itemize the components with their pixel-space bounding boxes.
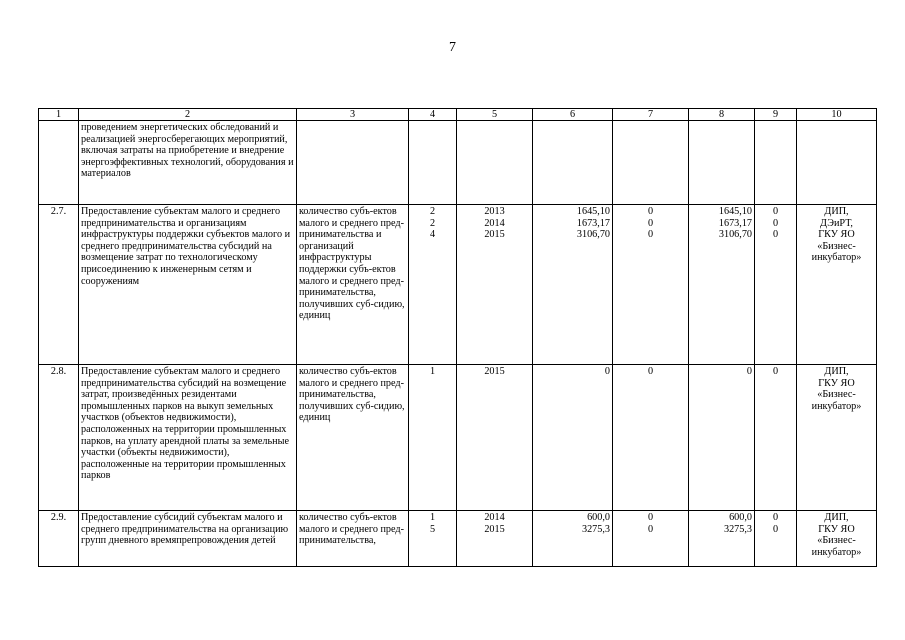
regional-cell: [689, 205, 755, 365]
federal-cell: [613, 511, 689, 567]
total-cell-value: 0: [604, 366, 610, 377]
federal-cell-value: 0: [647, 217, 654, 229]
executor-cell-value: ДИП,: [824, 366, 849, 377]
year-cell: [457, 511, 533, 567]
local-cell-value: 0: [772, 229, 779, 241]
year-cell-value: 2014: [484, 512, 505, 523]
regional-cell-value: 1645,10: [718, 206, 752, 217]
total-cell-value: 3106,70: [576, 229, 610, 241]
year-cell: [457, 121, 533, 205]
header-cell: 7: [613, 109, 689, 121]
page-number: 7: [449, 40, 456, 55]
header-row: [39, 109, 877, 121]
header-cell: 5: [457, 109, 533, 121]
executor-cell-value: «Бизнес-: [817, 535, 856, 547]
regional-cell-value: 3275,3: [723, 523, 752, 535]
header-cell: 9: [755, 109, 797, 121]
executor-cell-value: инкубатор»: [811, 400, 862, 412]
regional-cell-value: 3106,70: [718, 229, 752, 241]
row-number-cell: 2.8.: [39, 365, 79, 511]
year-cell-value: 2015: [484, 229, 505, 241]
local-cell-value: 0: [772, 206, 779, 217]
header-cell: 2: [79, 109, 297, 121]
executor-cell-value: инкубатор»: [811, 546, 862, 558]
count-cell: [409, 121, 457, 205]
regional-cell: [689, 365, 755, 511]
description-cell: Предоставление субъектам малого и среднего предпринимательства субсидий на возмещение затрат, произведённых резидентами промышленных парков на выкуп земельных участков (объектов недвижимости), расположенных на территории промышленных парков, на уплату арендной платы за земельные участки (объекты недвижимости), расположенные на территории промышленных парков: [79, 365, 297, 511]
total-cell-value: 1673,17: [576, 217, 610, 229]
federal-cell: [613, 205, 689, 365]
description-cell: Предоставление субъектам малого и среднего предпринимательства и организациям инфраструктуры поддержки субъектов малого и среднего предпринимательства субсидий на возмещение затрат по технологическому присоединению к инженерным сетям и сооружениям: [79, 205, 297, 365]
federal-cell: [613, 121, 689, 205]
row-number-cell: [39, 121, 79, 205]
year-cell-value: 2014: [484, 217, 505, 229]
indicator-cell: [297, 121, 409, 205]
header-cell: 6: [533, 109, 613, 121]
count-cell: [409, 205, 457, 365]
header-cell: 1: [39, 109, 79, 121]
federal-cell-value: 0: [647, 523, 654, 535]
total-cell: [533, 121, 613, 205]
description-cell: проведением энергетических обследований и реализацией энергосберегающих мероприятий, включая затраты на приобретение и внедрение энергоэффективных технологий, оборудования и материалов: [79, 121, 297, 205]
table-row: [39, 121, 877, 205]
executor-cell-value: ГКУ ЯО: [818, 229, 855, 241]
local-cell-value: 0: [772, 512, 779, 523]
local-cell-value: 0: [772, 523, 779, 535]
executor-cell-value: ДИП,: [824, 512, 849, 523]
regional-cell: [689, 511, 755, 567]
table-row: [39, 365, 877, 511]
local-cell-value: 0: [772, 217, 779, 229]
row-number-cell: 2.7.: [39, 205, 79, 365]
count-cell-value: 1: [429, 366, 436, 377]
total-cell: [533, 205, 613, 365]
row-number-cell: 2.9.: [39, 511, 79, 567]
regional-cell-value: 600,0: [729, 512, 752, 523]
year-cell-value: 2015: [484, 523, 505, 535]
local-cell-value: 0: [772, 366, 779, 377]
count-cell-value: 2: [429, 217, 436, 229]
header-cell: 10: [797, 109, 877, 121]
total-cell-value: 3275,3: [581, 523, 610, 535]
program-table: [38, 108, 877, 567]
count-cell-value: 5: [429, 523, 436, 535]
indicator-cell: количество субъ-ектов малого и среднего пред-принимательства и организаций инфраструктуры поддержки субъ-ектов малого и среднего пред-принимательства, получивших суб-сидию, единиц: [297, 205, 409, 365]
count-cell-value: 4: [429, 229, 436, 241]
count-cell-value: 2: [429, 206, 436, 217]
federal-cell-value: 0: [647, 512, 654, 523]
total-cell-value: 600,0: [587, 512, 610, 523]
total-cell: [533, 365, 613, 511]
executor-cell: [797, 511, 877, 567]
regional-cell: [689, 121, 755, 205]
federal-cell: [613, 365, 689, 511]
total-cell-value: 1645,10: [576, 206, 610, 217]
regional-cell-value: 1673,17: [718, 217, 752, 229]
indicator-cell: количество субъ-ектов малого и среднего пред-принимательства, получивших суб-сидию, единиц: [297, 365, 409, 511]
executor-cell: [797, 365, 877, 511]
executor-cell-value: ГКУ ЯО: [818, 377, 855, 389]
total-cell: [533, 511, 613, 567]
executor-cell: [797, 205, 877, 365]
year-cell-value: 2015: [484, 366, 505, 377]
executor-cell-value: ДЭиРТ,: [820, 217, 853, 229]
executor-cell-value: инкубатор»: [811, 252, 862, 264]
table-row: [39, 511, 877, 567]
executor-cell-value: ГКУ ЯО: [818, 523, 855, 535]
regional-cell-value: 0: [746, 366, 752, 377]
executor-cell-value: ДИП,: [824, 206, 849, 217]
year-cell: [457, 365, 533, 511]
executor-cell: [797, 121, 877, 205]
header-cell: 4: [409, 109, 457, 121]
description-cell: Предоставление субсидий субъектам малого и среднего предпринимательства на организацию групп дневного времяпрепровождения детей: [79, 511, 297, 567]
executor-cell-value: «Бизнес-: [817, 389, 856, 401]
year-cell-value: 2013: [484, 206, 505, 217]
federal-cell-value: 0: [647, 366, 654, 377]
local-cell: [755, 121, 797, 205]
local-cell: [755, 365, 797, 511]
indicator-cell: количество субъ-ектов малого и среднего пред-принимательства,: [297, 511, 409, 567]
table-row: [39, 205, 877, 365]
count-cell-value: 1: [429, 512, 436, 523]
local-cell: [755, 511, 797, 567]
local-cell: [755, 205, 797, 365]
header-cell: 3: [297, 109, 409, 121]
federal-cell-value: 0: [647, 206, 654, 217]
count-cell: [409, 365, 457, 511]
year-cell: [457, 205, 533, 365]
federal-cell-value: 0: [647, 229, 654, 241]
header-cell: 8: [689, 109, 755, 121]
count-cell: [409, 511, 457, 567]
executor-cell-value: «Бизнес-: [817, 240, 856, 252]
